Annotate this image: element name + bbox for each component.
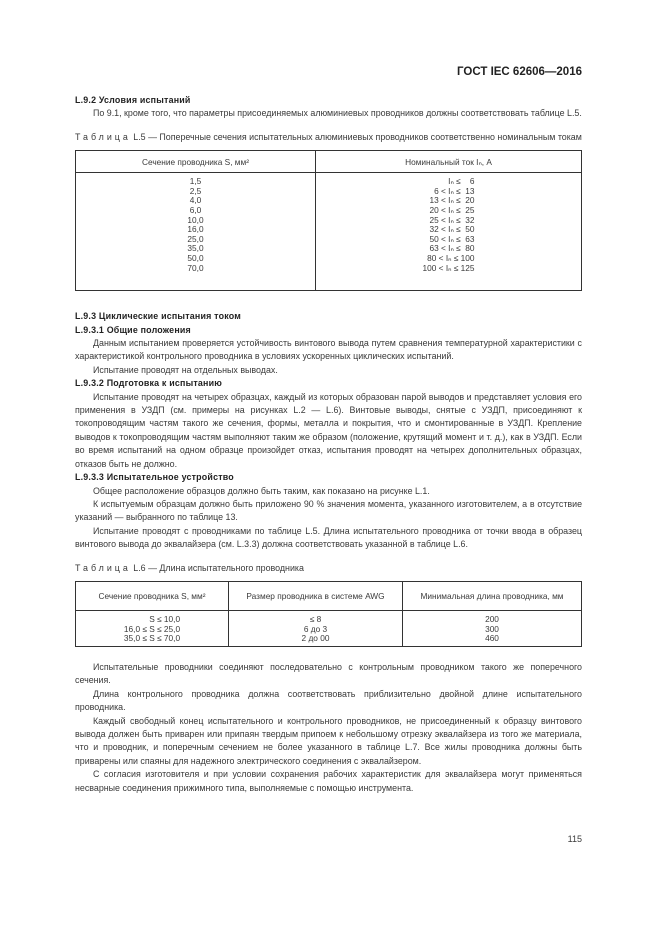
cell-value: 200 — [485, 613, 499, 624]
cell-value: 6,0 — [189, 205, 202, 215]
paragraph: Испытание проводят с проводниками по таблице L.5. Длина испытательного проводника от точки ввода в образец винтового вывода до эквалайзера (см. L.3.3) должна соответствовать указанной в таблице L.6. — [75, 525, 582, 550]
paragraph: Длина контрольного проводника должна соответствовать приблизительно двойной длине испытательного проводника. — [75, 688, 582, 713]
section-heading-l93: L.9.3 Циклические испытания током — [75, 311, 241, 322]
section-heading-l933: L.9.3.3 Испытательное устройство — [75, 472, 234, 483]
caption-text: L.5 — Поперечные сечения испытательных алюминиевых проводников соответственно номинальным токам — [130, 131, 582, 142]
paragraph: Испытательные проводники соединяют последовательно с контрольным проводником такого же поперечного сечения. — [75, 661, 582, 686]
cell-value: Iₙ ≤ 6 — [448, 176, 475, 187]
table-cell — [76, 173, 316, 291]
page-number: 115 — [567, 834, 582, 844]
document-id: ГОСТ IEC 62606—2016 — [457, 66, 582, 78]
paragraph: Данным испытанием проверяется устойчивость винтового вывода путем сравнения температурной характеристики с характеристикой контрольного проводника в условиях ускоренных циклических испытаний. — [75, 338, 582, 362]
cell-value: 50 < Iₙ ≤ 63 — [429, 233, 475, 244]
cell-value: 25 < Iₙ ≤ 32 — [429, 214, 475, 225]
cell-value: 1,5 — [189, 176, 202, 187]
page-body — [75, 94, 582, 846]
cell-value: 35,0 — [187, 243, 204, 254]
cell-value: ≤ 8 — [309, 613, 322, 624]
table-l5-caption — [75, 131, 582, 144]
closing-section — [75, 661, 582, 795]
table-l6 — [75, 581, 582, 647]
paragraph: К испытуемым образцам должно быть приложено 90 % значения момента, указанного изготовителем, а в отсутствие указаний — выбранного по таблице 13. — [75, 498, 582, 523]
section-heading-l931: L.9.3.1 Общие положения — [75, 324, 191, 335]
column-header: Сечение проводника S, мм² — [76, 151, 316, 173]
cell-value: 50,0 — [187, 252, 204, 263]
column-header: Номинальный ток Iₙ, А — [316, 151, 582, 173]
table-cell — [316, 173, 582, 291]
cell-value: 70,0 — [187, 262, 204, 273]
column-header: Размер проводника в системе AWG — [229, 581, 403, 610]
cell-value: S ≤ 10,0 — [149, 613, 181, 624]
cell-value: 100 < Iₙ ≤ 125 — [422, 262, 475, 273]
caption-text: L.6 — Длина испытательного проводника — [130, 562, 304, 573]
cell-value: 80 < Iₙ ≤ 100 — [427, 252, 475, 263]
paragraph: С согласия изготовителя и при условии сохранения рабочих характеристик для эквалайзера могут применяться несварные соединения прижимного типа, выполняемые с помощью инструмента. — [75, 769, 582, 793]
cell-value: 63 < Iₙ ≤ 80 — [429, 243, 475, 254]
section-heading-l932: L.9.3.2 Подготовка к испытанию — [75, 378, 223, 389]
cell-value: 35,0 ≤ S ≤ 70,0 — [123, 633, 181, 644]
cell-value: 6 < Iₙ ≤ 13 — [434, 185, 475, 196]
cell-value: 460 — [485, 633, 499, 644]
table-l6-caption — [75, 562, 582, 575]
column-header: Сечение проводника S, мм² — [76, 581, 229, 610]
paragraph: Каждый свободный конец испытательного и контрольного проводников, не присоединенный к образцу винтового вывода должен быть приварен или припаян твердым припоем к небольшому отрезку эквалайзера из того же материала, что и проводник, и поперечным сечением не более указанного в таблице L.7. Все жилы проводника должны быть приварены или спаяны для надежного электрического соединения с эквалайзером. — [75, 715, 582, 766]
caption-label: Таблица — [75, 562, 131, 573]
table-cell — [403, 610, 582, 646]
section-heading-l92: L.9.2 Условия испытаний — [75, 95, 191, 105]
paragraph: Испытание проводят на отдельных выводах. — [93, 364, 278, 375]
cell-value: 6 до 3 — [303, 623, 328, 634]
cell-value: 2 до 00 — [301, 633, 330, 644]
cell-value: 16,0 — [187, 224, 204, 235]
table-cell — [229, 610, 403, 646]
column-header: Минимальная длина проводника, мм — [403, 581, 582, 610]
table-cell — [76, 610, 229, 646]
cell-value: 2,5 — [189, 185, 202, 196]
cell-value: 13 < Iₙ ≤ 20 — [429, 195, 475, 206]
cell-value: 4,0 — [189, 195, 202, 206]
cell-value: 10,0 — [187, 214, 204, 225]
paragraph: По 9.1, кроме того, что параметры присоединяемых алюминиевых проводников должны соответствовать таблице L.5. — [93, 108, 582, 119]
paragraph: Испытание проводят на четырех образцах, каждый из которых образован парой выводов и представляет условия его применения в УЗДП (см. примеры на рисунках L.2 — L.6). Винтовые выводы, снятые с УЗДП, присоединяют к токопроводящим частям такого же сечения, формы, металла и покрытия, что и смонтированные в УЗДП. Крепление выводов к токопроводящим частям выполняют таким же образом (положение, крутящий момент и т. д.), как в УЗДП. Если во время испытаний на одном образце произойдет отказ, испытания проводят на четырех дополнительных образцах, отказов быть не должно. — [75, 391, 582, 469]
cell-value: 300 — [485, 623, 499, 634]
caption-label: Таблица — [75, 131, 131, 142]
cell-value: 32 < Iₙ ≤ 50 — [429, 224, 475, 235]
table-l5 — [75, 150, 582, 291]
cell-value: 16,0 ≤ S ≤ 25,0 — [123, 623, 181, 634]
cell-value: 25,0 — [187, 233, 204, 244]
paragraph: Общее расположение образцов должно быть таким, как показано на рисунке L.1. — [93, 485, 430, 496]
cell-value: 20 < Iₙ ≤ 25 — [429, 205, 475, 215]
